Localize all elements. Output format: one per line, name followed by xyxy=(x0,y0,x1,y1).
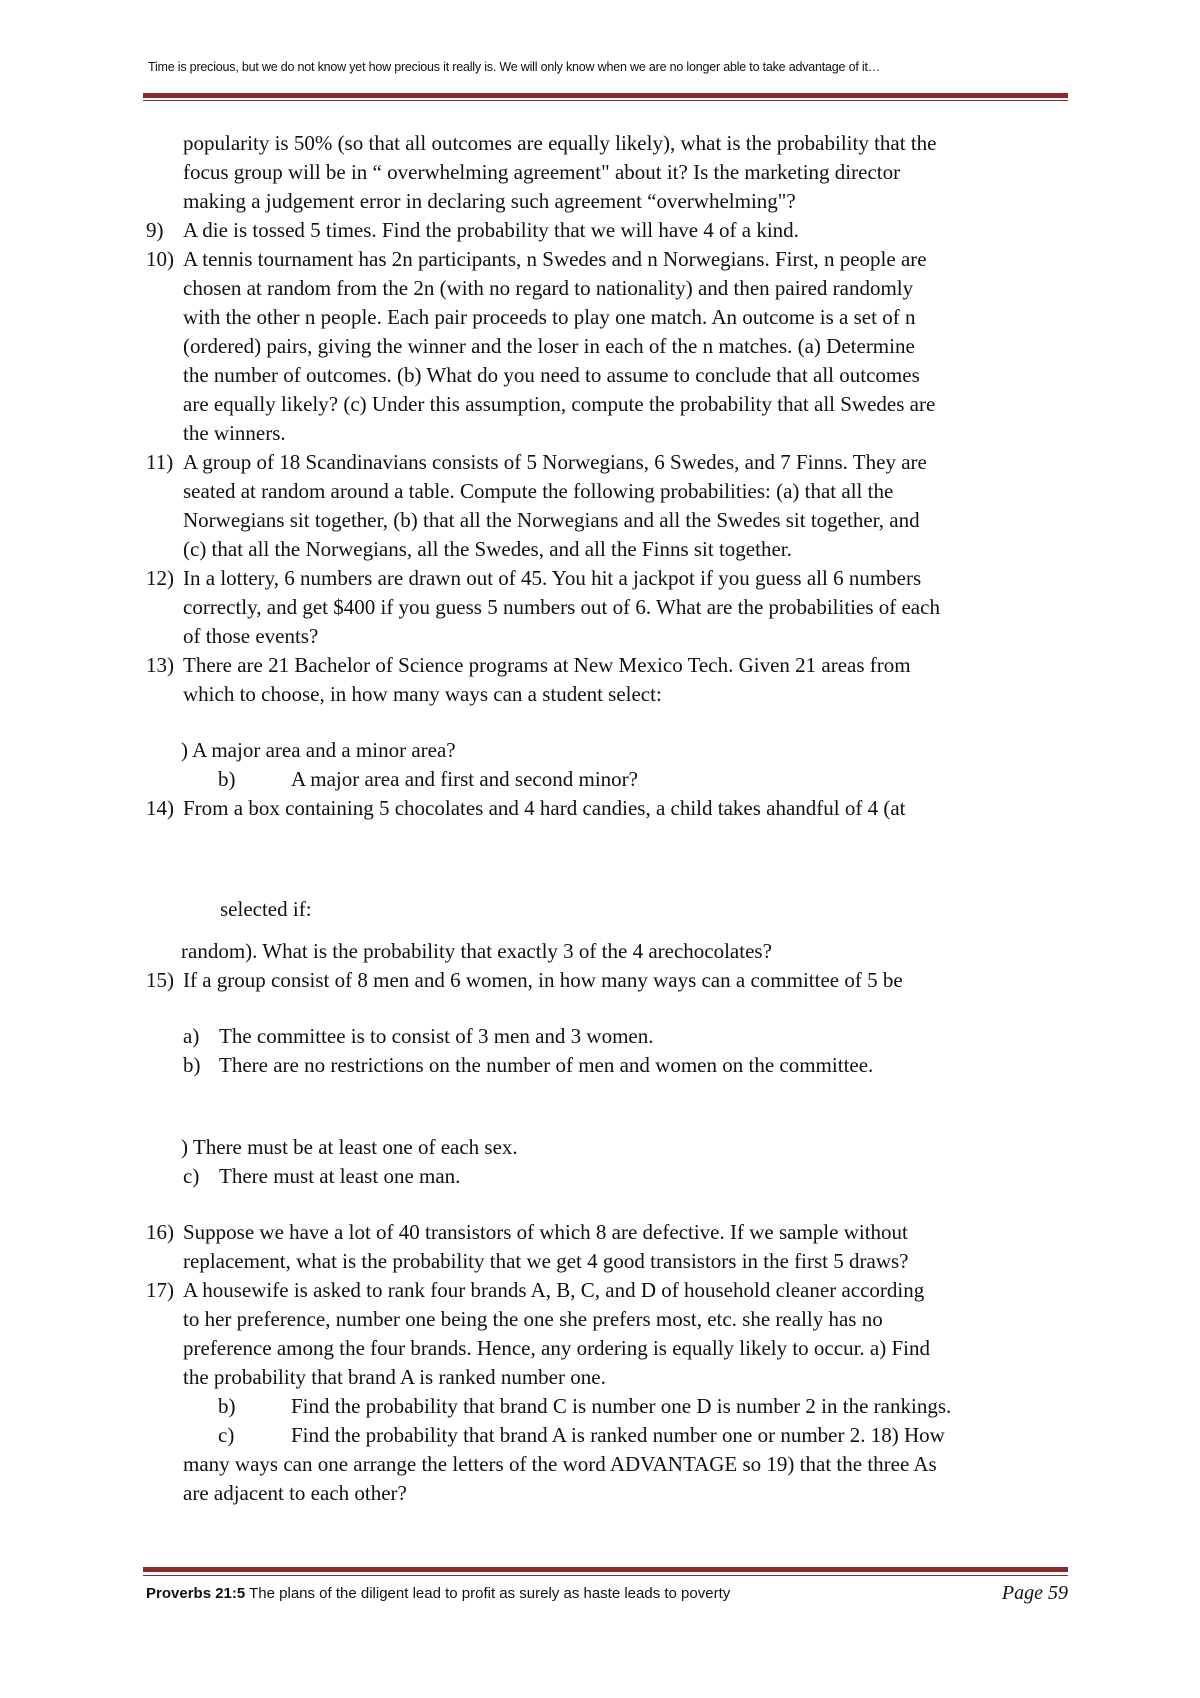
text-line: A housewife is asked to rank four brands A, B, C, and D of household cleaner according xyxy=(183,1278,925,1302)
text-line: chosen at random from the 2n (with no regard to nationality) and then paired randomly xyxy=(183,276,914,300)
text-line: many ways can one arrange the letters of the word ADVANTAGE so 19) that the three As xyxy=(183,1452,937,1476)
text-line: Norwegians sit together, (b) that all the Norwegians and all the Swedes sit together, and xyxy=(183,508,920,532)
sub-label: c) xyxy=(218,1423,235,1447)
text-line: (c) that all the Norwegians, all the Swedes, and all the Finns sit together. xyxy=(183,537,792,561)
text-line: ) A major area and a minor area? xyxy=(181,738,456,762)
sub-label: b) xyxy=(218,767,236,791)
footer xyxy=(146,1582,1068,1604)
header-rule-thin xyxy=(143,100,1068,101)
text-line: making a judgement error in declaring such agreement “overwhelming"? xyxy=(183,189,796,213)
text-line: focus group will be in “ overwhelming agreement" about it? Is the marketing director xyxy=(183,160,901,184)
footer-rule-thick xyxy=(143,1567,1068,1572)
text-line: are equally likely? (c) Under this assumption, compute the probability that all Swedes are xyxy=(183,392,936,416)
question-number: 9) xyxy=(146,218,164,242)
question-number: 16) xyxy=(146,1220,174,1244)
header-rule-thick xyxy=(143,93,1068,98)
text-line: seated at random around a table. Compute the following probabilities: (a) that all the xyxy=(183,479,894,503)
text-line: There are 21 Bachelor of Science programs at New Mexico Tech. Given 21 areas from xyxy=(183,653,911,677)
question-number: 10) xyxy=(146,247,174,271)
text-line: From a box containing 5 chocolates and 4 hard candies, a child takes ahandful of 4 (at xyxy=(183,796,906,820)
question-number: 13) xyxy=(146,653,174,677)
text-line: which to choose, in how many ways can a student select: xyxy=(183,682,662,706)
text-line: popularity is 50% (so that all outcomes are equally likely), what is the probability that the xyxy=(183,131,937,155)
text-line: replacement, what is the probability that we get 4 good transistors in the first 5 draws? xyxy=(183,1249,909,1273)
text-line: A die is tossed 5 times. Find the probability that we will have 4 of a kind. xyxy=(183,218,799,242)
text-line: A tennis tournament has 2n participants, n Swedes and n Norwegians. First, n people are xyxy=(183,247,927,271)
text-line: (ordered) pairs, giving the winner and the loser in each of the n matches. (a) Determine xyxy=(183,334,915,358)
question-number: 15) xyxy=(146,968,174,992)
text-line: the probability that brand A is ranked number one. xyxy=(183,1365,606,1389)
footer-rule-thin xyxy=(143,1575,1068,1576)
text-line: Find the probability that brand A is ranked number one or number 2. 18) How xyxy=(291,1423,945,1447)
sub-label: a) xyxy=(183,1024,200,1048)
text-line: random). What is the probability that exactly 3 of the 4 arechocolates? xyxy=(181,939,772,963)
text-line: If a group consist of 8 men and 6 women, in how many ways can a committee of 5 be xyxy=(183,968,903,992)
text-line: the number of outcomes. (b) What do you need to assume to conclude that all outcomes xyxy=(183,363,920,387)
text-line: The committee is to consist of 3 men and 3 women. xyxy=(219,1024,654,1048)
sub-label: b) xyxy=(183,1053,201,1077)
text-line: preference among the four brands. Hence, any ordering is equally likely to occur. a) Find xyxy=(183,1336,930,1360)
text-line: the winners. xyxy=(183,421,286,445)
text-line: to her preference, number one being the one she prefers most, etc. she really has no xyxy=(183,1307,883,1331)
text-line: selected if: xyxy=(220,897,312,921)
text-line: A major area and first and second minor? xyxy=(291,767,638,791)
question-number: 14) xyxy=(146,796,174,820)
sub-label: b) xyxy=(218,1394,236,1418)
text-line: A group of 18 Scandinavians consists of 5 Norwegians, 6 Swedes, and 7 Finns. They are xyxy=(183,450,927,474)
text-line: are adjacent to each other? xyxy=(183,1481,407,1505)
text-line: Suppose we have a lot of 40 transistors of which 8 are defective. If we sample without xyxy=(183,1220,908,1244)
footer-verse: The plans of the diligent lead to profit as surely as haste leads to poverty xyxy=(245,1585,731,1602)
sub-label: c) xyxy=(183,1164,200,1188)
text-line: correctly, and get $400 if you guess 5 numbers out of 6. What are the probabilities of each xyxy=(183,595,940,619)
text-line: Find the probability that brand C is number one D is number 2 in the rankings. xyxy=(291,1394,952,1418)
question-number: 12) xyxy=(146,566,174,590)
text-line: In a lottery, 6 numbers are drawn out of 45. You hit a jackpot if you guess all 6 numbers xyxy=(183,566,922,590)
footer-reference: Proverbs 21:5 xyxy=(146,1585,246,1602)
question-number: 17) xyxy=(146,1278,174,1302)
text-line: ) There must be at least one of each sex. xyxy=(181,1135,518,1159)
text-line: There must at least one man. xyxy=(219,1164,461,1188)
text-line: of those events? xyxy=(183,624,319,648)
page-number: Page 59 xyxy=(1001,1582,1068,1604)
question-number: 11) xyxy=(146,450,174,474)
header-quote: Time is precious, but we do not know yet how precious it really is. We will only know when we are no longer able to take advantage of it… xyxy=(148,60,881,74)
text-line: with the other n people. Each pair proceeds to play one match. An outcome is a set of n xyxy=(183,305,916,329)
text-line: There are no restrictions on the number of men and women on the committee. xyxy=(219,1053,874,1077)
